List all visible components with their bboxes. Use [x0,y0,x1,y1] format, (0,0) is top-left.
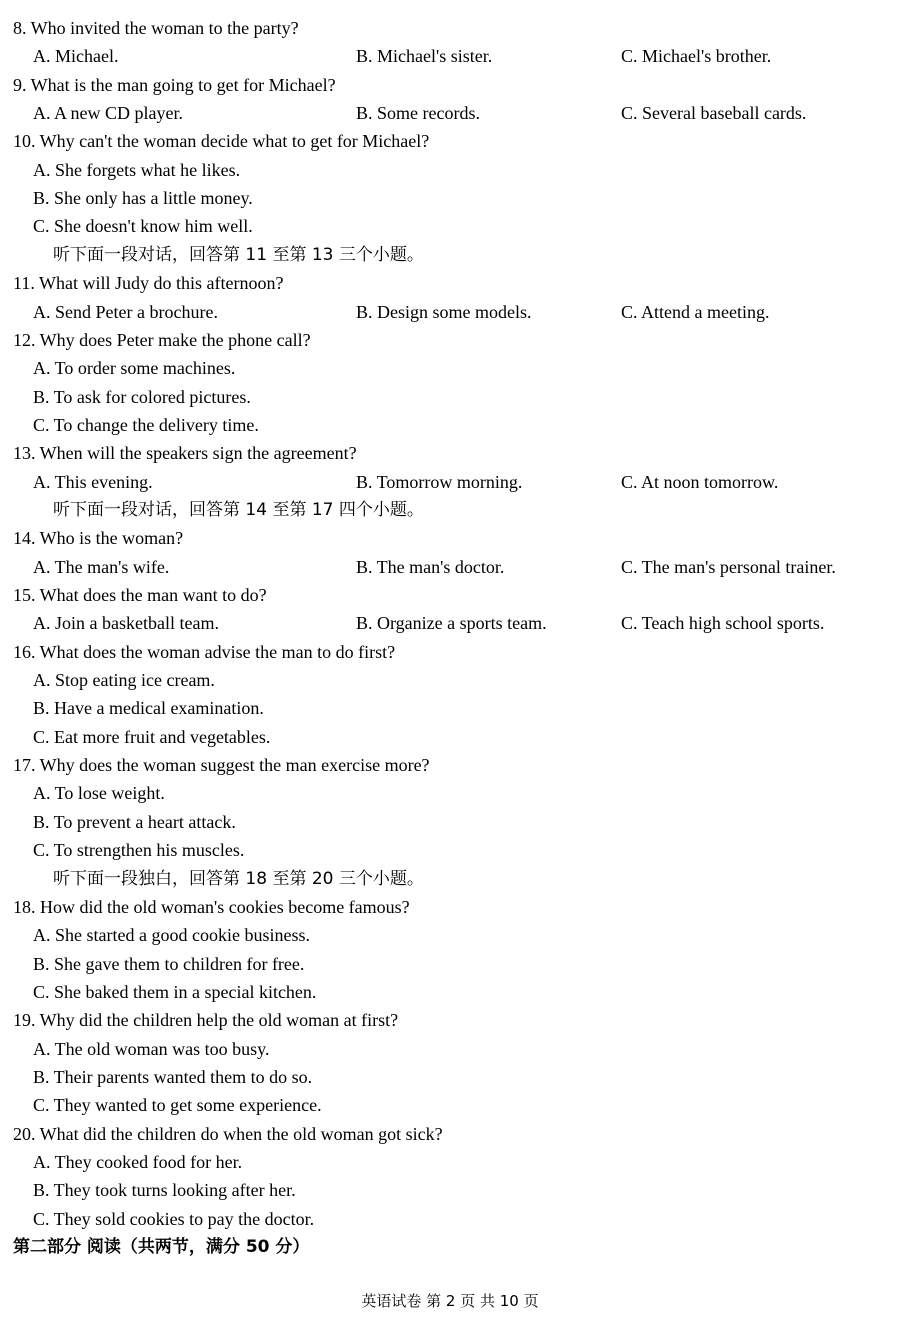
option-text: A. She started a good cookie business. [33,925,310,946]
option-row [0,779,900,807]
options-row [0,468,900,496]
option-row [0,694,900,722]
option-text: C. To strengthen his muscles. [33,840,245,861]
option-row [0,1176,900,1204]
question-text: 14. Who is the woman? [13,528,184,549]
question-text: 16. What does the woman advise the man to do first? [13,641,396,662]
instruction-row [0,865,900,893]
option-row [0,1091,900,1119]
question-row [0,439,900,467]
option-row [0,1205,900,1233]
option-b: B. Organize a sports team. [356,613,547,634]
question-row [0,326,900,354]
option-row [0,383,900,411]
option-a: A. Michael. [33,46,119,67]
instruction-row [0,496,900,524]
option-a: A. Join a basketball team. [33,613,219,634]
option-text: B. Have a medical examination. [33,698,264,719]
question-row [0,581,900,609]
option-a: A. Send Peter a brochure. [33,301,218,322]
options-row [0,42,900,70]
option-b: B. Tomorrow morning. [356,471,523,492]
option-row [0,184,900,212]
question-text: 15. What does the man want to do? [13,585,267,605]
option-row [0,1148,900,1176]
option-b: B. The man's doctor. [356,556,505,577]
option-text: C. She baked them in a special kitchen. [33,981,317,1002]
option-a: A. The man's wife. [33,556,170,577]
question-row [0,524,900,552]
option-a: A. This evening. [33,471,153,492]
option-b: B. Michael's sister. [356,46,493,67]
option-text: B. She gave them to children for free. [33,953,305,974]
option-text: C. They wanted to get some experience. [33,1095,322,1116]
option-text: A. To order some machines. [33,358,236,379]
instruction-text: 听下面一段对话，回答第 11 至第 13 三个小题。 [53,244,424,265]
option-text: B. She only has a little money. [33,188,253,209]
question-text: 19. Why did the children help the old woman at first? [13,1010,399,1031]
option-c: C. At noon tomorrow. [621,471,779,492]
option-c: C. Michael's brother. [621,46,772,67]
option-c: C. Several baseball cards. [621,103,807,124]
question-text: 17. Why does the woman suggest the man exercise more? [13,755,430,776]
question-text: 20. What did the children do when the old woman got sick? [13,1123,443,1144]
question-row [0,1120,900,1148]
section-heading-row [0,1233,900,1261]
option-row [0,836,900,864]
question-row [0,751,900,779]
option-row [0,1063,900,1091]
instruction-row [0,241,900,269]
question-text: 12. Why does Peter make the phone call? [13,329,311,350]
instruction-text: 听下面一段对话，回答第 14 至第 17 四个小题。 [53,499,424,520]
question-row [0,893,900,921]
question-row [0,269,900,297]
question-text: 11. What will Judy do this afternoon? [13,273,284,294]
option-text: C. To change the delivery time. [33,414,259,435]
option-text: A. The old woman was too busy. [33,1038,270,1059]
option-text: A. Stop eating ice cream. [33,670,215,691]
option-row [0,723,900,751]
question-text: 10. Why can't the woman decide what to get for Michael? [13,131,430,152]
option-a: A. A new CD player. [33,103,183,124]
options-row [0,609,900,637]
option-row [0,666,900,694]
option-b: B. Some records. [356,103,480,124]
option-row [0,921,900,949]
options-row [0,553,900,581]
option-c: C. Attend a meeting. [621,301,770,322]
option-row [0,950,900,978]
option-row [0,1035,900,1063]
option-text: A. To lose weight. [33,783,165,804]
option-row [0,354,900,382]
question-row [0,1006,900,1034]
option-text: C. Eat more fruit and vegetables. [33,726,271,747]
option-c: C. The man's personal trainer. [621,556,836,577]
option-row [0,411,900,439]
question-text: 13. When will the speakers sign the agreement? [13,443,357,464]
option-text: B. To prevent a heart attack. [33,811,236,832]
question-text: 18. How did the old woman's cookies become famous? [13,896,410,917]
question-row [0,127,900,155]
option-text: A. They cooked food for her. [33,1152,243,1172]
page-footer: 英语试卷 第 2 页 共 10 页 [361,1292,539,1310]
question-row [0,71,900,99]
option-text: C. She doesn't know him well. [33,216,253,237]
option-row [0,212,900,240]
options-row [0,298,900,326]
option-text: A. She forgets what he likes. [33,159,241,180]
options-row [0,99,900,127]
option-text: B. They took turns looking after her. [33,1180,296,1201]
section-heading: 第二部分 阅读（共两节，满分 50 分） [13,1237,310,1258]
option-text: B. To ask for colored pictures. [33,386,251,407]
option-b: B. Design some models. [356,301,532,322]
option-c: C. Teach high school sports. [621,613,825,634]
option-text: B. Their parents wanted them to do so. [33,1066,313,1087]
option-row [0,808,900,836]
instruction-text: 听下面一段独白，回答第 18 至第 20 三个小题。 [53,868,424,889]
question-row [0,638,900,666]
question-text: 9. What is the man going to get for Michael? [13,74,336,95]
option-text: C. They sold cookies to pay the doctor. [33,1208,315,1229]
option-row [0,156,900,184]
question-text: 8. Who invited the woman to the party? [13,18,299,38]
option-row [0,978,900,1006]
question-row [0,14,900,42]
